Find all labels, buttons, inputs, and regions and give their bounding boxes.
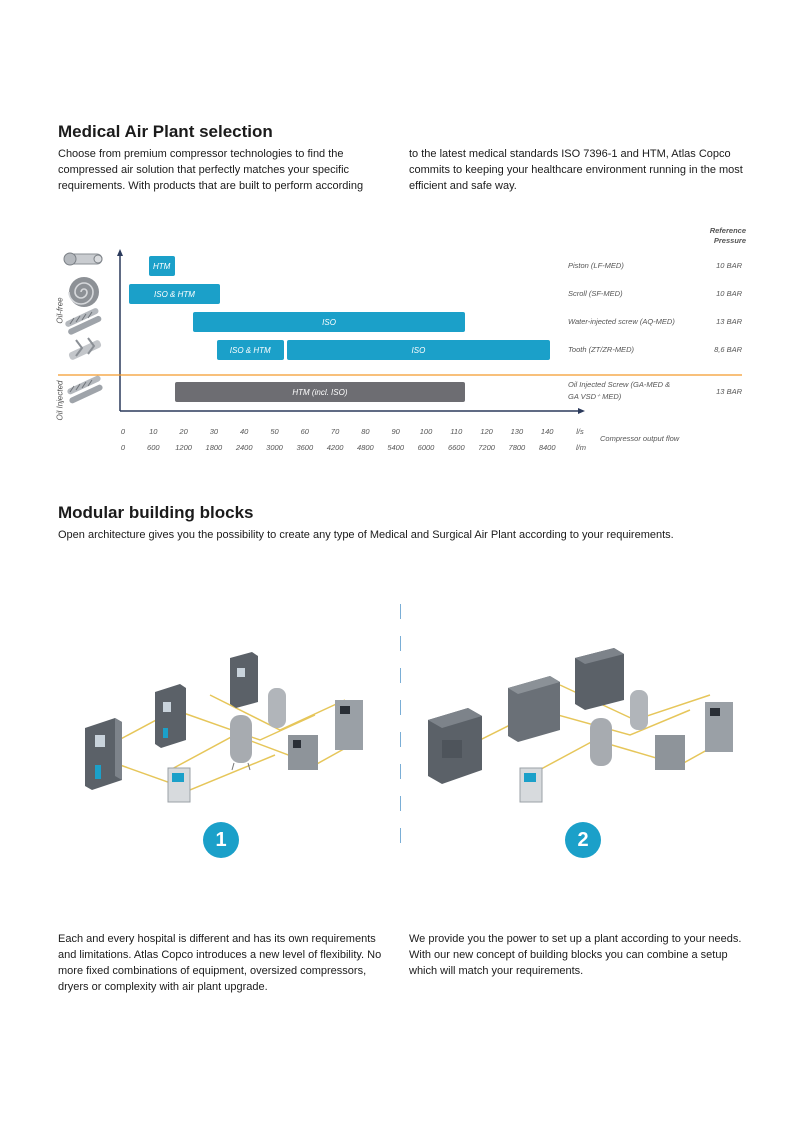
selection-chart	[0, 0, 800, 470]
pressure-value: 13 BAR	[716, 387, 742, 396]
x-tick-lm: 600	[147, 443, 160, 452]
filter-unit	[655, 735, 685, 770]
x-tick-ls: 10	[149, 427, 158, 436]
x-tick-lm: 3600	[296, 443, 314, 452]
step-badge-1: 1	[203, 822, 239, 858]
technology-label: Water-injected screw (AQ-MED)	[568, 317, 675, 326]
modular-text-left: Each and every hospital is different and has its own requirements and limitations. Atlas Copco introduces a new level of flexibility. No more fixed combinations of equipment, oversized compressors, dryers or complexity with air plant upgrade.	[58, 933, 382, 993]
compressor-unit	[155, 684, 186, 748]
group-label-oil-free: Oil-free	[55, 297, 65, 324]
x-tick-lm: 6000	[417, 443, 435, 452]
pressure-value: 10 BAR	[716, 289, 742, 298]
x-tick-lm: 2400	[235, 443, 253, 452]
compressor-unit	[575, 648, 624, 710]
x-tick-lm: 4800	[357, 443, 374, 452]
technology-label: Piston (LF-MED)	[568, 261, 624, 270]
filter-unit	[288, 735, 318, 770]
compressor-unit	[508, 676, 560, 742]
air-receiver-tank	[590, 718, 612, 766]
control-cabinet	[168, 768, 190, 802]
x-tick-lm: 0	[120, 443, 126, 452]
x-axis-arrow	[578, 408, 585, 414]
modular-subtitle: Open architecture gives you the possibility to create any type of Medical and Surgical Air Plant according to your requirements.	[58, 529, 674, 541]
x-tick-ls: 80	[361, 427, 370, 436]
compressor-unit	[85, 718, 122, 790]
compressor-unit	[230, 652, 258, 708]
x-tick-lm: 6600	[447, 443, 465, 452]
x-tick-lm: 7800	[508, 443, 526, 452]
reference-header-line1: Reference	[709, 226, 746, 235]
range-bar-4-0: HTM (incl. ISO)	[175, 382, 466, 402]
x-unit-ls: l/s	[576, 427, 584, 436]
range-bar-2-0: ISO	[193, 312, 466, 332]
x-tick-ls: 60	[300, 427, 309, 436]
control-cabinet	[520, 768, 542, 802]
x-tick-lm: 7200	[478, 443, 495, 452]
technology-label: Oil Injected Screw (GA-MED & GA VSD⁺ MED)	[568, 380, 671, 401]
x-tick-ls: 110	[450, 427, 463, 436]
x-tick-lm: 1800	[205, 443, 223, 452]
range-bar-3-0: ISO & HTM	[217, 340, 284, 360]
x-tick-lm: 8400	[538, 443, 556, 452]
air-receiver-tank	[268, 688, 286, 728]
x-tick-ls: 40	[240, 427, 249, 436]
dryer-unit	[705, 702, 733, 752]
plant-illustration-1	[60, 640, 380, 810]
x-tick-ls: 140	[540, 427, 554, 436]
x-tick-ls: 20	[179, 427, 188, 436]
x-tick-ls: 0	[120, 427, 126, 436]
y-axis-arrow	[117, 249, 123, 256]
x-tick-ls: 30	[209, 427, 219, 436]
section-title-selection: Medical Air Plant selection	[58, 122, 273, 141]
x-tick-lm: 4200	[326, 443, 344, 452]
technology-label: Scroll (SF-MED)	[568, 289, 623, 298]
x-tick-ls: 70	[330, 427, 340, 436]
modular-text-right: We provide you the power to set up a plant according to your needs. With our new concept of building blocks you can combine a setup which will match your requirements.	[409, 933, 742, 977]
plant-illustration-2	[420, 640, 750, 810]
x-tick-ls: 50	[270, 427, 279, 436]
pressure-value: 8,6 BAR	[714, 345, 742, 354]
section-title-modular: Modular building blocks	[58, 503, 254, 522]
air-receiver-tank	[630, 690, 648, 730]
x-tick-ls: 130	[510, 427, 524, 436]
step-badge-2: 2	[565, 822, 601, 858]
dryer-unit	[335, 700, 363, 750]
x-tick-ls: 120	[480, 427, 493, 436]
x-tick-ls: 90	[391, 427, 400, 436]
x-tick-ls: 100	[419, 427, 433, 436]
range-bar-1-0: ISO & HTM	[129, 284, 220, 304]
range-bar-3-1: ISO	[287, 340, 551, 360]
group-label-oil-injected: Oil Injected	[55, 380, 65, 421]
x-tick-lm: 1200	[175, 443, 192, 452]
x-tick-lm: 3000	[266, 443, 283, 452]
x-axis-label: Compressor output flow	[600, 434, 680, 443]
intro-text-right: to the latest medical standards ISO 7396-1 and HTM, Atlas Copco commits to keeping your healthcare environment running in the most efficient and safe way.	[409, 148, 743, 192]
pressure-value: 13 BAR	[716, 317, 742, 326]
range-bar-0-0: HTM	[149, 256, 175, 276]
pressure-value: 10 BAR	[716, 261, 742, 270]
x-tick-lm: 5400	[387, 443, 405, 452]
technology-label: Tooth (ZT/ZR-MED)	[568, 345, 634, 354]
reference-header-line2: Pressure	[713, 236, 746, 245]
intro-text-left: Choose from premium compressor technologies to find the compressed air solution that perfectly matches your specific requirements. With products that are built to perform according	[58, 148, 364, 192]
compressor-unit	[428, 708, 482, 784]
air-receiver-tank	[230, 715, 252, 770]
x-unit-lm: l/m	[576, 443, 586, 452]
